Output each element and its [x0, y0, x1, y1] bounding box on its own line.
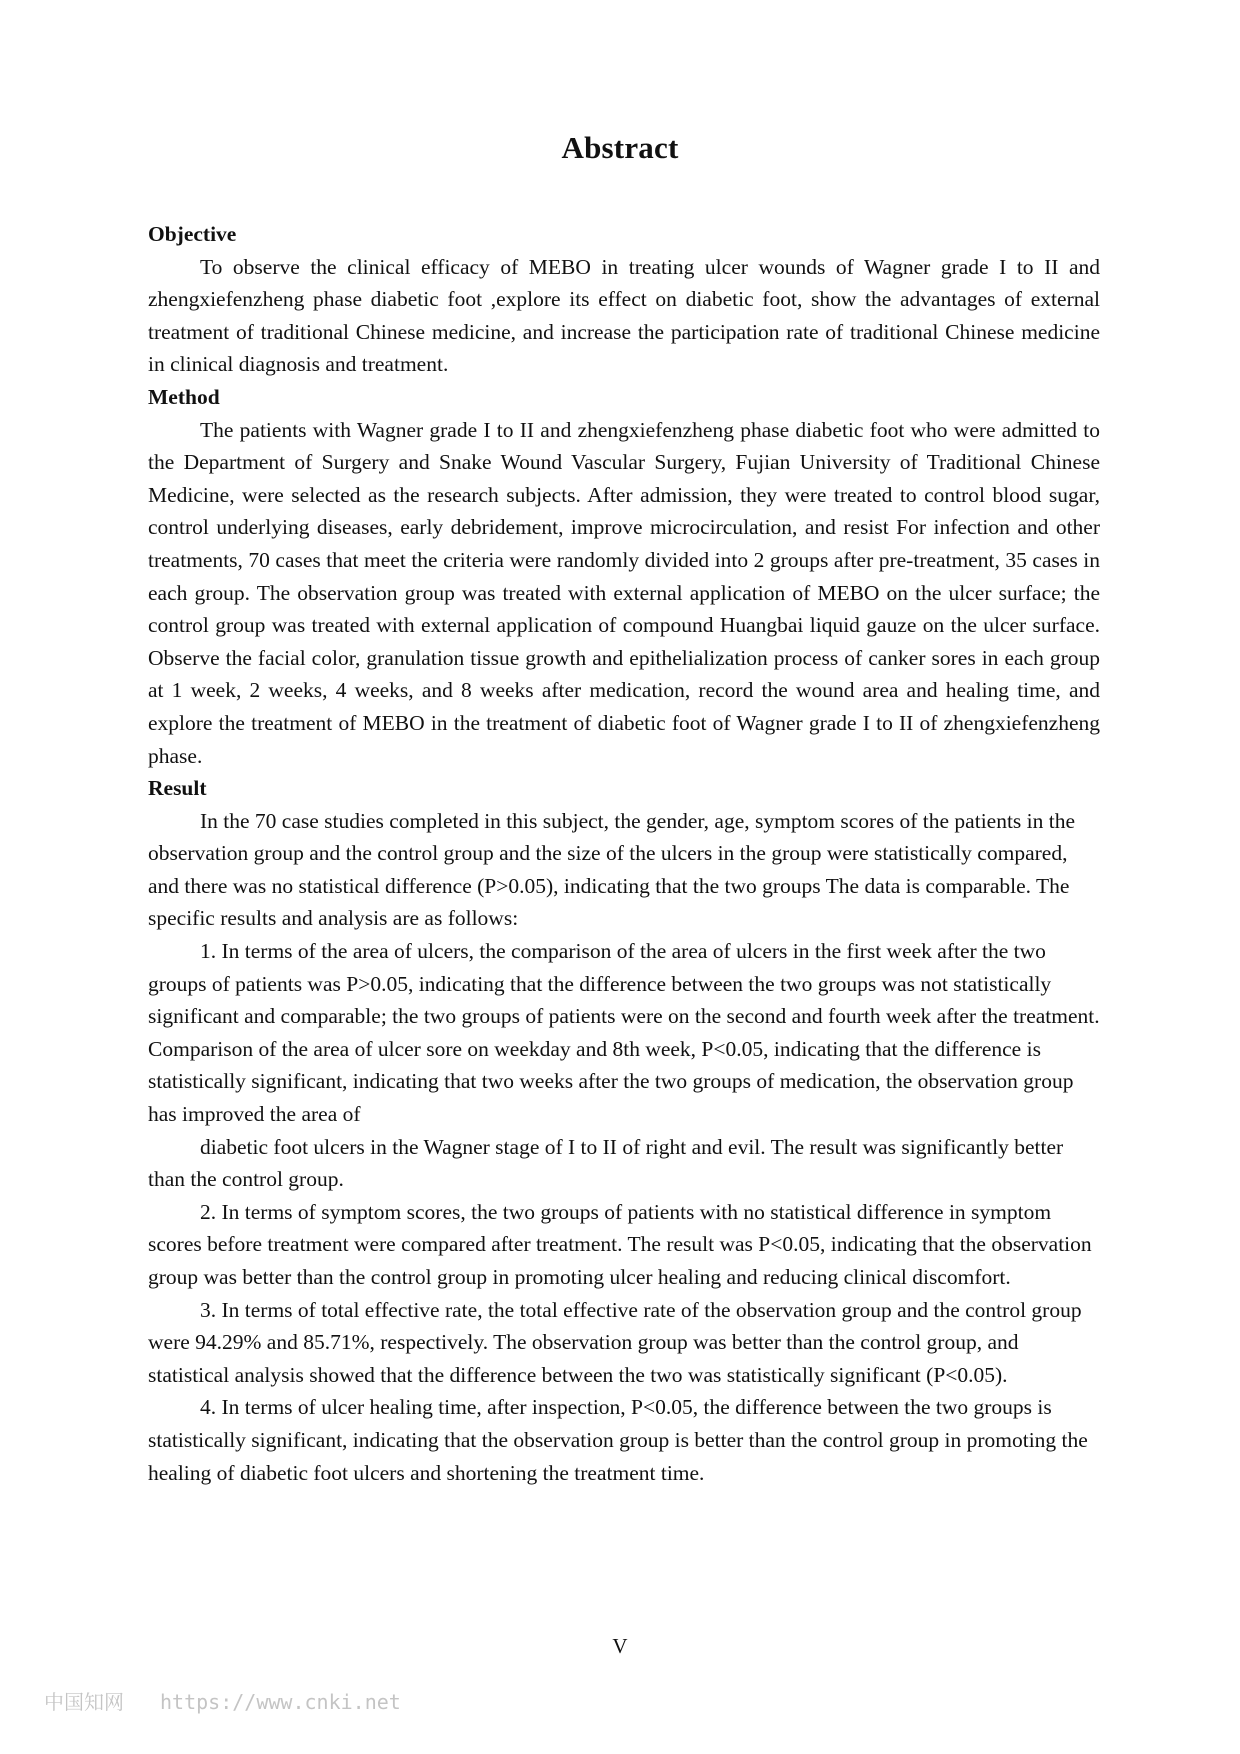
abstract-body — [148, 218, 1100, 1489]
cnki-watermark — [44, 1686, 401, 1715]
result-paragraph-intro: In the 70 case studies completed in this subject, the gender, age, symptom scores of the patients in the observation group and the control group and the size of the ulcers in the group were statistically compared, and there was no statistical difference (P>0.05), indicating that the two groups The data is comparable. The specific results and analysis are as follows: — [148, 808, 1076, 931]
page-number: V — [612, 1634, 628, 1658]
section-heading-result: Result — [148, 776, 207, 801]
result-paragraph-healing-time: 4. In terms of ulcer healing time, after inspection, P<0.05, the difference between the two groups is statistically significant, indicating that the observation group is better than the control group in promoting the healing of diabetic foot ulcers and shortening the treatment time. — [148, 1395, 1088, 1485]
page-title: Abstract — [561, 130, 679, 165]
result-paragraph-ulcer-area-cont: diabetic foot ulcers in the Wagner stage of I to II of right and evil. The result was significantly better than the control group. — [148, 1134, 1064, 1192]
method-paragraph: The patients with Wagner grade I to II and zhengxiefenzheng phase diabetic foot who were admitted to the Department of Surgery and Snake Wound Vascular Surgery, Fujian University of Traditional Chinese Medicine, were selected as the research subjects. After admission, they were treated to control blood sugar, control underlying diseases, early debridement, improve microcirculation, and resist For infection and other treatments, 70 cases that meet the criteria were randomly divided into 2 groups after pre-treatment, 35 cases in each group. The observation group was treated with external application of MEBO on the ulcer surface; the control group was treated with external application of compound Huangbai liquid gauze on the ulcer surface. Observe the facial color, granulation tissue growth and epithelialization process of canker sores in each group at 1 week, 2 weeks, 4 weeks, and 8 weeks after medication, record the wound area and healing time, and explore the treatment of MEBO in the treatment of diabetic foot of Wagner grade I to II of zhengxiefenzheng phase. — [148, 417, 1100, 768]
result-paragraph-ulcer-area: 1. In terms of the area of ulcers, the comparison of the area of ulcers in the first week after the two groups of patients was P>0.05, indicating that the difference between the two groups was not statistically significant and comparable; the two groups of patients were on the second and fourth week after the treatment. Comparison of the area of ulcer sore on weekday and 8th week, P<0.05, indicating that the difference is statistically significant, indicating that two weeks after the two groups of medication, the observation group has improved the area of — [148, 939, 1100, 1127]
section-heading-method: Method — [148, 384, 220, 409]
watermark-logo-text: 中国知网 — [44, 1690, 124, 1714]
section-heading-objective: Objective — [148, 222, 237, 246]
result-paragraph-symptom-scores: 2. In terms of symptom scores, the two groups of patients with no statistical difference in symptom scores before treatment were compared after treatment. The result was P<0.05, indicating that the observation group was better than the control group in promoting ulcer healing and reducing clinical discomfort. — [148, 1199, 1092, 1289]
objective-paragraph: To observe the clinical efficacy of MEBO in treating ulcer wounds of Wagner grade I to II and zhengxiefenzheng phase diabetic foot ,explore its effect on diabetic foot, show the advantages of external treatment of traditional Chinese medicine, and increase the participation rate of traditional Chinese medicine in clinical diagnosis and treatment. — [148, 254, 1100, 377]
watermark-url: https://www.cnki.net — [160, 1690, 401, 1714]
result-paragraph-effective-rate: 3. In terms of total effective rate, the total effective rate of the observation group and the control group were 94.29% and 85.71%, respectively. The observation group was better than the control group, and statistical analysis showed that the difference between the two was statistically significant (P<0.05). — [148, 1297, 1082, 1387]
